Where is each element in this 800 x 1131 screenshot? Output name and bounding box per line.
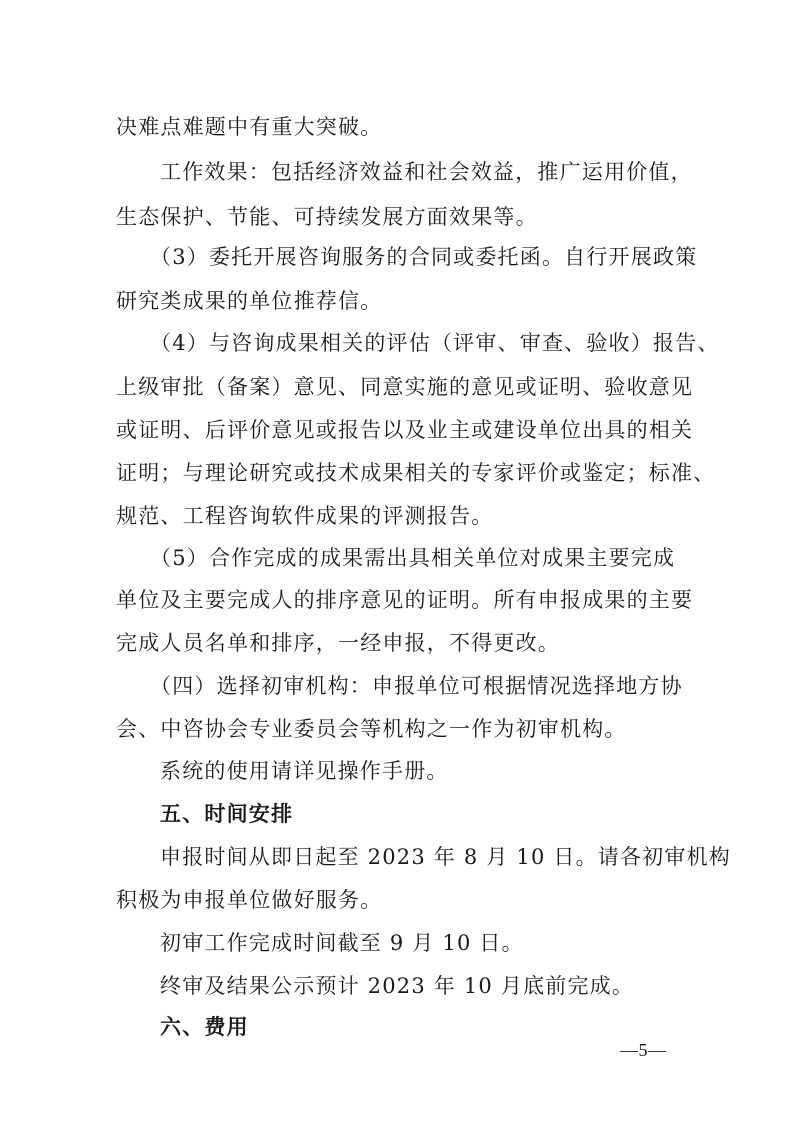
body-text-line: 研究类成果的单位推荐信。 bbox=[116, 289, 383, 313]
section-heading: 六、费用 bbox=[160, 1015, 249, 1039]
section-heading: 五、时间安排 bbox=[160, 802, 294, 826]
body-text-line: 申报时间从即日起至 2023 年 8 月 10 日。请各初审机构 bbox=[160, 845, 731, 869]
body-text-line: 终审及结果公示预计 2023 年 10 月底前完成。 bbox=[160, 974, 635, 998]
body-text-line: 证明；与理论研究或技术成果相关的专家评价或鉴定；标准、 bbox=[116, 461, 716, 485]
body-text-line: 生态保护、节能、可持续发展方面效果等。 bbox=[116, 205, 538, 229]
body-text-line: 决难点难题中有重大突破。 bbox=[116, 115, 383, 139]
body-text-line: 完成人员名单和排序，一经申报，不得更改。 bbox=[116, 631, 560, 655]
body-text-line: 系统的使用请详见操作手册。 bbox=[160, 759, 449, 783]
body-text-line: 规范、工程咨询软件成果的评测报告。 bbox=[116, 504, 494, 528]
body-text-line: （4）与咨询成果相关的评估（评审、审查、验收）报告、 bbox=[150, 331, 720, 355]
body-text-line: 工作效果：包括经济效益和社会效益，推广运用价值， bbox=[160, 160, 693, 184]
body-text-line: 或证明、后评价意见或报告以及业主或建设单位出具的相关 bbox=[116, 418, 694, 442]
page-number: —5— bbox=[620, 1040, 667, 1060]
body-text-line: 初审工作完成时间截至 9 月 10 日。 bbox=[160, 931, 524, 955]
body-text-line: （5）合作完成的成果需出具相关单位对成果主要完成 bbox=[150, 546, 676, 570]
body-text-line: 积极为申报单位做好服务。 bbox=[116, 888, 383, 912]
body-text-line: 会、中咨协会专业委员会等机构之一作为初审机构。 bbox=[116, 717, 627, 741]
body-text-line: （四）选择初审机构：申报单位可根据情况选择地方协 bbox=[150, 674, 683, 698]
body-text-line: 单位及主要完成人的排序意见的证明。所有申报成果的主要 bbox=[116, 588, 694, 612]
body-text-line: （3）委托开展咨询服务的合同或委托函。自行开展政策 bbox=[150, 245, 698, 269]
body-text-line: 上级审批（备案）意见、同意实施的意见或证明、验收意见 bbox=[116, 375, 694, 399]
